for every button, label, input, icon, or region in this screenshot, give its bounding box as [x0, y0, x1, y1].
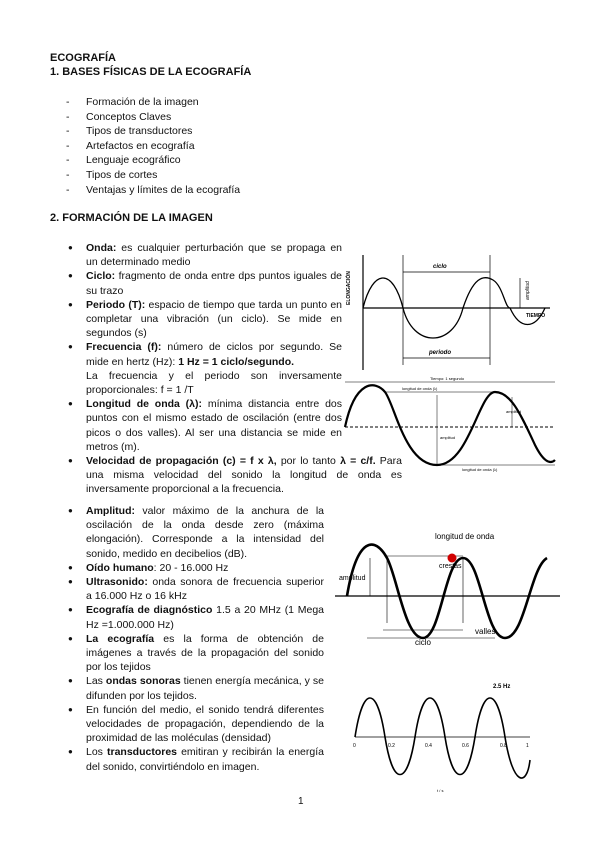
- section-heading-1: 1. BASES FÍSICAS DE LA ECOGRAFÍA: [50, 66, 252, 78]
- list-item: ● Amplitud: valor máximo de la anchura de la oscilación de la onda desde zero (máxima elongación). Corresponde a la intensidad del sonido, medido en decibelios (dB).: [68, 504, 324, 561]
- list-item: ● En función del medio, el sonido tendrá diferentes velocidades de propagación, dependiendo de la proximidad de las moléculas (densidad): [68, 703, 324, 746]
- list-item: ● Ecografía de diagnóstico 1.5 a 20 MHz (1 Mega Hz =1.000.000 Hz): [68, 603, 324, 631]
- valleys-label: valles: [475, 627, 496, 636]
- list-item: ● Onda: es cualquier perturbación que se propaga en un determinado medio: [68, 241, 342, 269]
- list-item: ● Longitud de onda (λ): mínima distancia entre dos puntos con el mismo estado de oscilación (entre dos picos o dos valles). Al ser una distancia se mide en metros (m).: [68, 397, 342, 454]
- tick-label: 0.8: [500, 743, 507, 749]
- tick-label: 0.4: [425, 743, 432, 749]
- list-item: ● Periodo (T): espacio de tiempo que tarda un punto en completar una vibración (un ciclo). Se mide en segundos (s): [68, 298, 342, 341]
- toc-item: - Tipos de transductores: [66, 124, 240, 139]
- list-item: ● Oído humano: 20 - 16.000 Hz: [68, 561, 324, 575]
- frequency-label: 2.5 Hz: [493, 684, 511, 690]
- page-number: 1: [298, 796, 304, 807]
- time-unit-label: t / s: [437, 788, 444, 793]
- toc-list: [66, 95, 240, 197]
- list-item: ● Frecuencia (f): número de ciclos por segundo. Se mide en hertz (Hz): 1 Hz = 1 ciclo/segundo.: [68, 340, 342, 368]
- toc-item: - Conceptos Claves: [66, 110, 240, 125]
- list-item: ● Los transductores emitiran y recibirán la energía del sonido, convirtiéndolo en imagen.: [68, 745, 324, 773]
- toc-item: - Ventajas y límites de la ecografía: [66, 183, 240, 198]
- amplitude-label: amplitud: [339, 575, 366, 582]
- wavelength-bottom-label: longitud de onda (λ): [462, 467, 498, 472]
- toc-item: - Formación de la imagen: [66, 95, 240, 110]
- tick-label: 1: [526, 743, 529, 749]
- amplitude-label-1: amplitud: [506, 409, 522, 414]
- doc-title: ECOGRAFÍA: [50, 52, 116, 64]
- list-item: ● La ecografía es la forma de obtención de imágenes a través de la propagación del sonido por los tejidos: [68, 632, 324, 675]
- list-item: ● Velocidad de propagación (c) = f x λ, por lo tanto λ = c/f. Para una misma velocidad del sonido la longitud de onda es inversamente proporcional a la frecuencia.: [68, 454, 402, 497]
- period-cycle-diagram: [345, 250, 555, 375]
- list-item: ● Ultrasonido: onda sonora de frecuencia superior a 16.000 Hz o 16 kHz: [68, 575, 324, 603]
- x-axis-label: TIEMPO: [526, 313, 546, 319]
- frequency-sine-diagram: [345, 680, 540, 795]
- definitions-list-2: [68, 504, 324, 774]
- tick-label: 0.2: [388, 743, 395, 749]
- list-item: ● Las ondas sonoras tienen energía mecánica, y se difunden por los tejidos.: [68, 674, 324, 702]
- time-label: Tiempo: 1 segundo: [430, 376, 465, 381]
- tick-label: 0.6: [462, 743, 469, 749]
- tick-label: 0: [353, 743, 356, 749]
- y-axis-label: ELONGACIÓN: [346, 271, 352, 305]
- wavelength-top-label: longitud de onda (λ): [402, 386, 438, 391]
- list-note: La frecuencia y el periodo son inversamente proporcionales: f = 1 /T: [86, 369, 342, 397]
- list-item: ● Ciclo: fragmento de onda entre dps puntos iguales de su trazo: [68, 269, 342, 297]
- crests-label: crestas: [439, 563, 462, 570]
- toc-item: - Tipos de cortes: [66, 168, 240, 183]
- crest-marker-icon: [448, 554, 457, 563]
- period-label: periodo: [429, 350, 451, 356]
- wavelength-diagram: [340, 375, 562, 475]
- cycle-label: ciclo: [415, 638, 432, 647]
- crests-valleys-diagram: [335, 528, 560, 653]
- amplitude-label: amplitud: [525, 281, 531, 300]
- amplitude-label-2: amplitud: [440, 435, 456, 440]
- wavelength-label: longitud de onda: [435, 532, 495, 541]
- section-heading-2: 2. FORMACIÓN DE LA IMAGEN: [50, 212, 213, 224]
- cycle-label: ciclo: [433, 264, 447, 270]
- toc-item: - Artefactos en ecografía: [66, 139, 240, 154]
- toc-item: - Lenguaje ecográfico: [66, 153, 240, 168]
